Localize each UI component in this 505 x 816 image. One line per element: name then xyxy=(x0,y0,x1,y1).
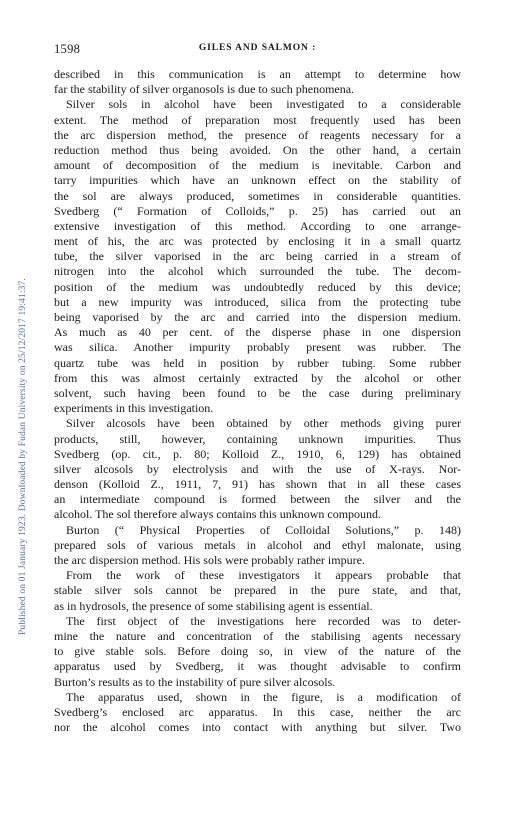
text-line: nitrogen into the alcohol which surrounded the tube. The decom- xyxy=(54,264,461,279)
text-line: The apparatus used, shown in the figure, is a modification of xyxy=(66,689,461,704)
text-line: described in this communication is an attempt to determine how xyxy=(54,67,461,81)
text-line: alcohol. The sol therefore always contains this unknown compound. xyxy=(54,507,382,522)
text-line: Burton’s results as to the instability of pure silver alcosols. xyxy=(54,674,336,689)
text-line: reduction method thus being avoided. On the other hand, a certain xyxy=(54,142,461,157)
text-line: From the work of these investigators it appears probable that xyxy=(66,568,461,583)
text-line: tarry impurities which have an unknown effect on the stability of xyxy=(54,173,461,188)
text-line: Svedberg (“ Formation of Colloids,” p. 25) has carried out an xyxy=(54,203,461,218)
article-body xyxy=(54,67,461,735)
text-line: extensive investigation of this method. According to one arrange- xyxy=(54,218,461,233)
text-line: position of the medium was undoubtedly reduced by this device; xyxy=(54,279,461,294)
text-line: extent. The method of preparation most frequently used has been xyxy=(54,112,461,127)
text-line: Svedberg (op. cit., p. 80; Kolloid Z., 1910, 6, 129) has obtained xyxy=(54,446,461,461)
text-line: was silica. Another impurity probably present was rubber. The xyxy=(54,340,461,355)
text-line: being vaporised by the arc and carried into the dispersion medium. xyxy=(54,310,461,324)
download-watermark: Published on 01 January 1923. Downloaded by Fudan University on 25/12/2017 19:41:37. xyxy=(18,278,28,635)
text-line: experiments in this investigation. xyxy=(54,401,214,416)
text-line: The first object of the investigations here recorded was to deter- xyxy=(66,613,461,628)
text-line: solvent, such having been found to be the case during preliminary xyxy=(54,385,461,400)
text-line: Burton (“ Physical Properties of Colloidal Solutions,” p. 148) xyxy=(66,522,461,537)
page-header xyxy=(54,42,461,58)
text-line: far the stability of silver organosols is due to such phenomena. xyxy=(54,82,355,97)
page-number: 1598 xyxy=(54,42,81,56)
text-line: the arc dispersion method, the presence of reagents necessary for a xyxy=(54,127,461,142)
text-line: apparatus used by Svedberg, it was thought advisable to confirm xyxy=(54,659,461,674)
text-line: quartz tube was held in position by rubber tubing. Some rubber xyxy=(54,355,461,370)
text-line: ment of his, the arc was protected by enclosing it in a small quartz xyxy=(54,234,461,249)
text-line: As much as 40 per cent. of the disperse phase in one dispersion xyxy=(54,325,461,340)
text-line: as in hydrosols, the presence of some stabilising agent is essential. xyxy=(54,598,373,613)
text-line: the arc dispersion method. His sols were probably rather impure. xyxy=(54,553,365,567)
text-line: mine the nature and concentration of the stabilising agents necessary xyxy=(54,628,461,643)
text-line: to give stable sols. Before doing so, in view of the nature of the xyxy=(54,644,461,659)
text-line: nor the alcohol comes into contact with anything but silver. Two xyxy=(54,720,461,735)
text-line: Silver alcosols have been obtained by other methods giving purer xyxy=(66,416,461,431)
text-line: Svedberg’s enclosed arc apparatus. In this case, neither the arc xyxy=(54,704,461,719)
text-line: products, still, however, containing unknown impurities. Thus xyxy=(54,431,461,446)
text-line: amount of decomposition of the medium is inevitable. Carbon and xyxy=(54,158,461,173)
text-line: from this was almost certainly extracted by the alcohol or other xyxy=(54,370,461,385)
text-line: denson (Kolloid Z., 1911, 7, 91) has shown that in all these cases xyxy=(54,477,461,492)
text-line: tube, the silver vaporised in the arc being carried in a stream of xyxy=(54,249,461,264)
text-line: but a new impurity was introduced, silica from the protecting tube xyxy=(54,294,461,309)
text-line: the sol are always produced, sometimes in considerable quantities. xyxy=(54,188,461,203)
running-head: GILES AND SALMON : xyxy=(198,43,317,53)
text-line: an intermediate compound is formed between the silver and the xyxy=(54,492,461,507)
text-line: stable silver sols cannot be prepared in the pure state, and that, xyxy=(54,583,461,598)
text-line: silver alcosols by electrolysis and with the use of X-rays. Nor- xyxy=(54,461,461,476)
text-line: prepared sols of various metals in alcohol and ethyl malonate, using xyxy=(54,537,461,552)
text-line: Silver sols in alcohol have been investigated to a considerable xyxy=(66,97,461,112)
